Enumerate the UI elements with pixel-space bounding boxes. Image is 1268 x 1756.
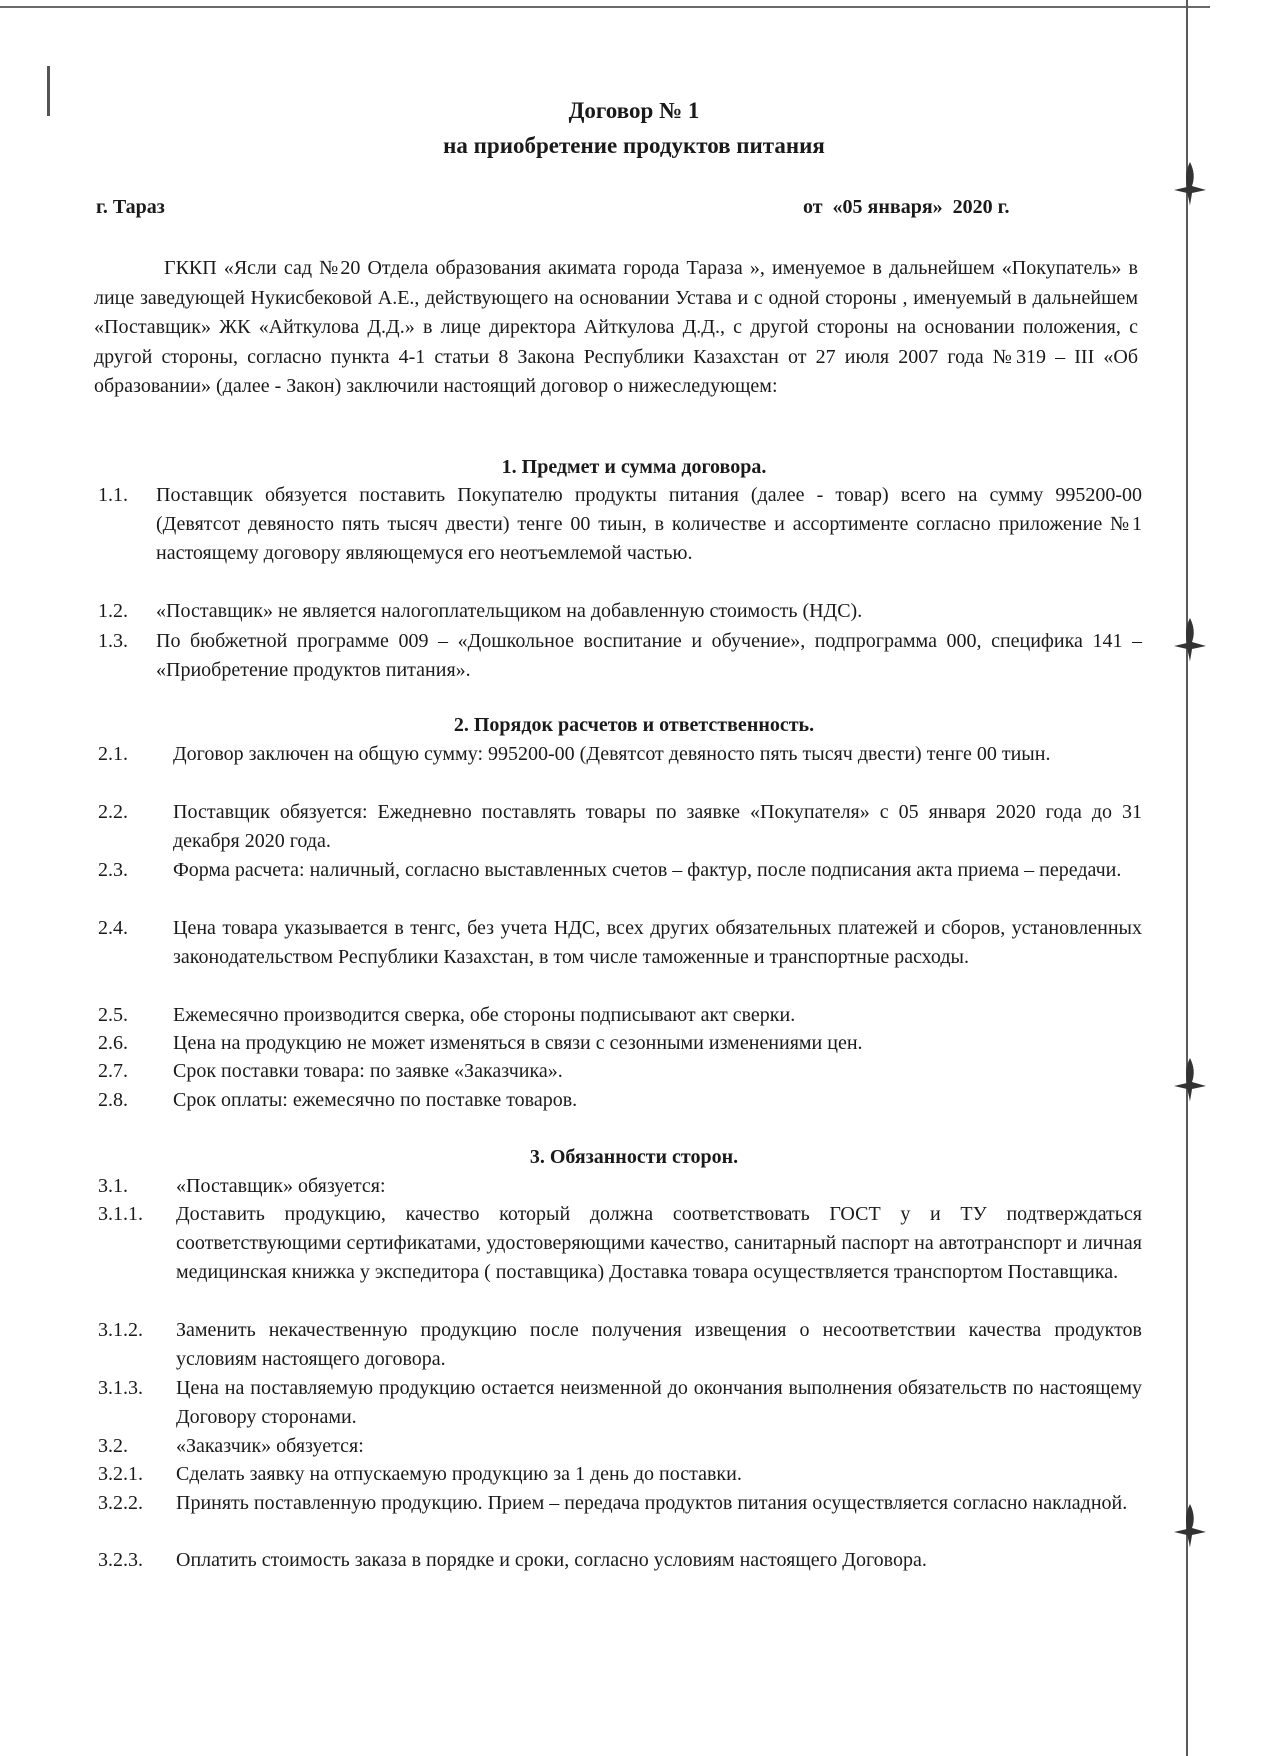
clause-text: Цена на продукцию не может изменяться в связи с сезонными изменениями цен. xyxy=(173,1032,863,1054)
clause-text: По бюбжетной программе 009 – «Дошкольное воспитание и обучение», подпрограмма 000, специфика 141 – «Приобретение продуктов питания». xyxy=(156,630,1142,681)
contract-date: от «05 января» 2020 г. xyxy=(803,196,1010,218)
clause-number: 3.1.1. xyxy=(98,1203,143,1225)
clause-number: 2.3. xyxy=(98,859,128,881)
clause-number: 1.1. xyxy=(98,484,128,506)
clause-text: Срок оплаты: ежемесячно по поставке товаров. xyxy=(173,1089,578,1111)
clause-number: 2.1. xyxy=(98,743,128,765)
clause-text: Оплатить стоимость заказа в порядке и сроки, согласно условиям настоящего Договора. xyxy=(176,1549,927,1571)
contract-subtitle: на приобретение продуктов питания xyxy=(443,133,825,158)
binding-hole-icon xyxy=(1172,616,1208,664)
clause-text: Поставщик обязуется: Ежедневно поставлять товары по заявке «Покупателя» с 05 января 2020 года до 31 декабря 2020 года. xyxy=(173,801,1142,852)
clause-number: 3.2. xyxy=(98,1435,128,1457)
clause-text: «Поставщик» обязуется: xyxy=(176,1175,386,1197)
scan-top-edge xyxy=(0,6,1210,8)
clause-number: 3.1.3. xyxy=(98,1377,143,1399)
preamble-paragraph: ГККП «Ясли сад №20 Отдела образования акимата города Тараза », именуемое в дальнейшем «Покупатель» в лице заведующей Нукисбековой А.Е., действующего на основании Устава и с одной стороны , именуемый в дальнейшем «Поставщик» ЖК «Айткулова Д.Д.» в лице директора Айткулова Д.Д., с другой стороны на основании положения, с другой стороны, согласно пункта 4-1 статьи 8 Закона Республики Казахстан от 27 июля 2007 года №319 – III «Об образовании» (далее - Закон) заключили настоящий договор о нижеследующем: xyxy=(94,257,1138,398)
clause-number: 3.1.2. xyxy=(98,1319,143,1341)
section-2-heading: 2. Порядок расчетов и ответственность. xyxy=(453,714,815,736)
clause-text: «Заказчик» обязуется: xyxy=(176,1435,364,1457)
clause-text: Поставщик обязуется поставить Покупателю продукты питания (далее - товар) всего на сумму 995200-00 (Девятсот девяносто пять тысяч двести) тенге 00 тиын, в количестве и ассортименте согласно приложение №1 настоящему договору являющемуся его неотъемлемой частью. xyxy=(156,484,1142,564)
section-3-heading: 3. Обязанности сторон. xyxy=(529,1146,739,1168)
clause-number: 3.1. xyxy=(98,1175,128,1197)
clause-text: Договор заключен на общую сумму: 995200-00 (Девятсот девяносто пять тысяч двести) тенге 00 тиын. xyxy=(173,743,1051,765)
binding-hole-icon xyxy=(1172,1056,1208,1104)
contract-title: Договор № 1 xyxy=(568,98,700,123)
clause-text: Ежемесячно производится сверка, обе стороны подписывают акт сверки. xyxy=(173,1004,796,1026)
clause-number: 3.2.1. xyxy=(98,1463,143,1485)
clause-text: Цена товара указывается в тенгс, без учета НДС, всех других обязательных платежей и сборов, установленных законодательством Республики Казахстан, в том числе таможенные и транспортные расходы. xyxy=(173,917,1142,968)
clause-text: Доставить продукцию, качество который должна соответствовать ГОСТ у и ТУ подтверждаться соответствующими сертификатами, удостоверяющими качество, санитарный паспорт на автотранспорт и личная медицинская книжка у экспедитора ( поставщика) Доставка товара осуществляется транспортом Поставщика. xyxy=(176,1203,1142,1283)
clause-number: 3.2.2. xyxy=(98,1492,143,1514)
clause-number: 3.2.3. xyxy=(98,1549,143,1571)
clause-number: 2.7. xyxy=(98,1060,128,1082)
clause-text: Форма расчета: наличный, согласно выставленных счетов – фактур, после подписания акта приема – передачи. xyxy=(173,859,1122,881)
clause-text: Сделать заявку на отпускаемую продукцию за 1 день до поставки. xyxy=(176,1463,742,1485)
clause-number: 2.5. xyxy=(98,1004,128,1026)
clause-text: Срок поставки товара: по заявке «Заказчика». xyxy=(173,1060,563,1082)
clause-text: Принять поставленную продукцию. Прием – передача продуктов питания осуществляется согласно накладной. xyxy=(176,1492,1128,1514)
binding-hole-icon xyxy=(1172,1502,1208,1550)
scan-binding-line xyxy=(1186,0,1188,1756)
clause-number: 2.8. xyxy=(98,1089,128,1111)
contract-city: г. Тараз xyxy=(96,196,165,218)
clause-text: Цена на поставляемую продукцию остается неизменной до окончания выполнения обязательств по настоящему Договору сторонами. xyxy=(176,1377,1142,1428)
clause-text: «Поставщик» не является налогоплательщиком на добавленную стоимость (НДС). xyxy=(156,600,863,622)
clause-number: 2.6. xyxy=(98,1032,128,1054)
clause-text: Заменить некачественную продукцию после получения извещения о несоответствии качества продуктов условиям настоящего договора. xyxy=(176,1319,1142,1370)
clause-number: 1.3. xyxy=(98,630,128,652)
clause-number: 2.4. xyxy=(98,917,128,939)
clause-number: 2.2. xyxy=(98,801,128,823)
section-1-heading: 1. Предмет и сумма договора. xyxy=(501,456,767,478)
binding-hole-icon xyxy=(1172,160,1208,208)
clause-number: 1.2. xyxy=(98,600,128,622)
